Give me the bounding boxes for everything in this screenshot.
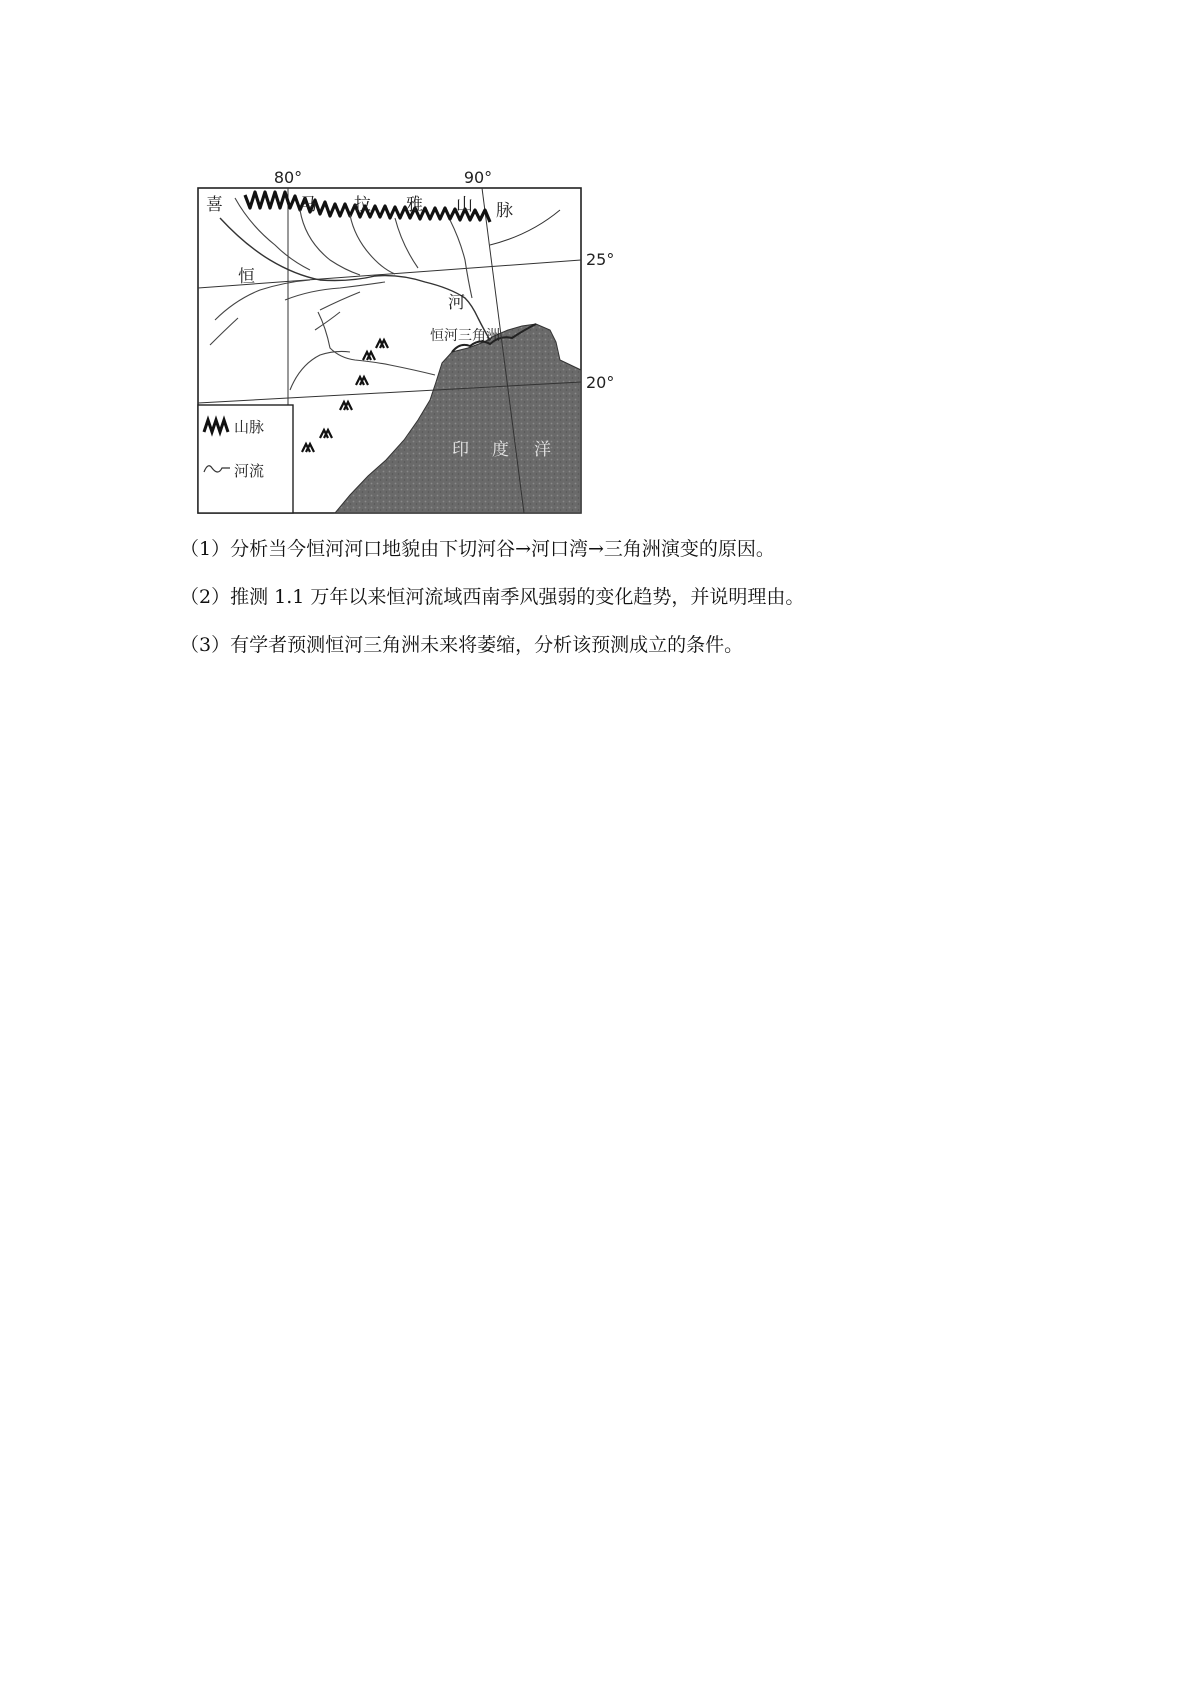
legend-mountain-label: 山脉 [234,418,265,436]
himalaya-label-char-5: 山 [456,195,473,215]
ganges-delta-label: 恒河三角洲 [430,328,500,344]
question-1: （1）分析当今恒河河口地貌由下切河谷→河口湾→三角洲演变的原因。 [180,538,775,560]
question-list [180,535,1080,679]
ganges-label-char-1: 恒 [238,267,255,287]
himalaya-label-char-2: 马 [300,195,317,215]
legend-river-label: 河流 [234,462,265,480]
ocean-label-char-1: 印 [452,440,469,460]
longitude-label-80: 80° [273,170,303,187]
ganges-map [190,170,620,515]
ocean-label-char-3: 洋 [534,440,551,460]
himalaya-label-char-3: 拉 [354,195,371,215]
ocean-label-char-2: 度 [492,440,509,460]
latitude-label-25: 25° [586,250,615,269]
question-3: （3）有学者预测恒河三角洲未来将萎缩，分析该预测成立的条件。 [180,634,744,656]
question-2: （2）推测 1.1 万年以来恒河流域西南季风强弱的变化趋势，并说明理由。 [180,586,805,608]
ganges-label-char-2: 河 [448,293,465,313]
himalaya-label-char-1: 喜 [206,195,223,215]
longitude-label-90: 90° [463,170,493,187]
latitude-label-20: 20° [586,373,615,392]
himalaya-label-char-4: 雅 [406,195,423,215]
himalaya-label-char-6: 脉 [496,201,513,221]
map-legend [198,405,293,513]
ganges-map-figure [190,170,620,515]
